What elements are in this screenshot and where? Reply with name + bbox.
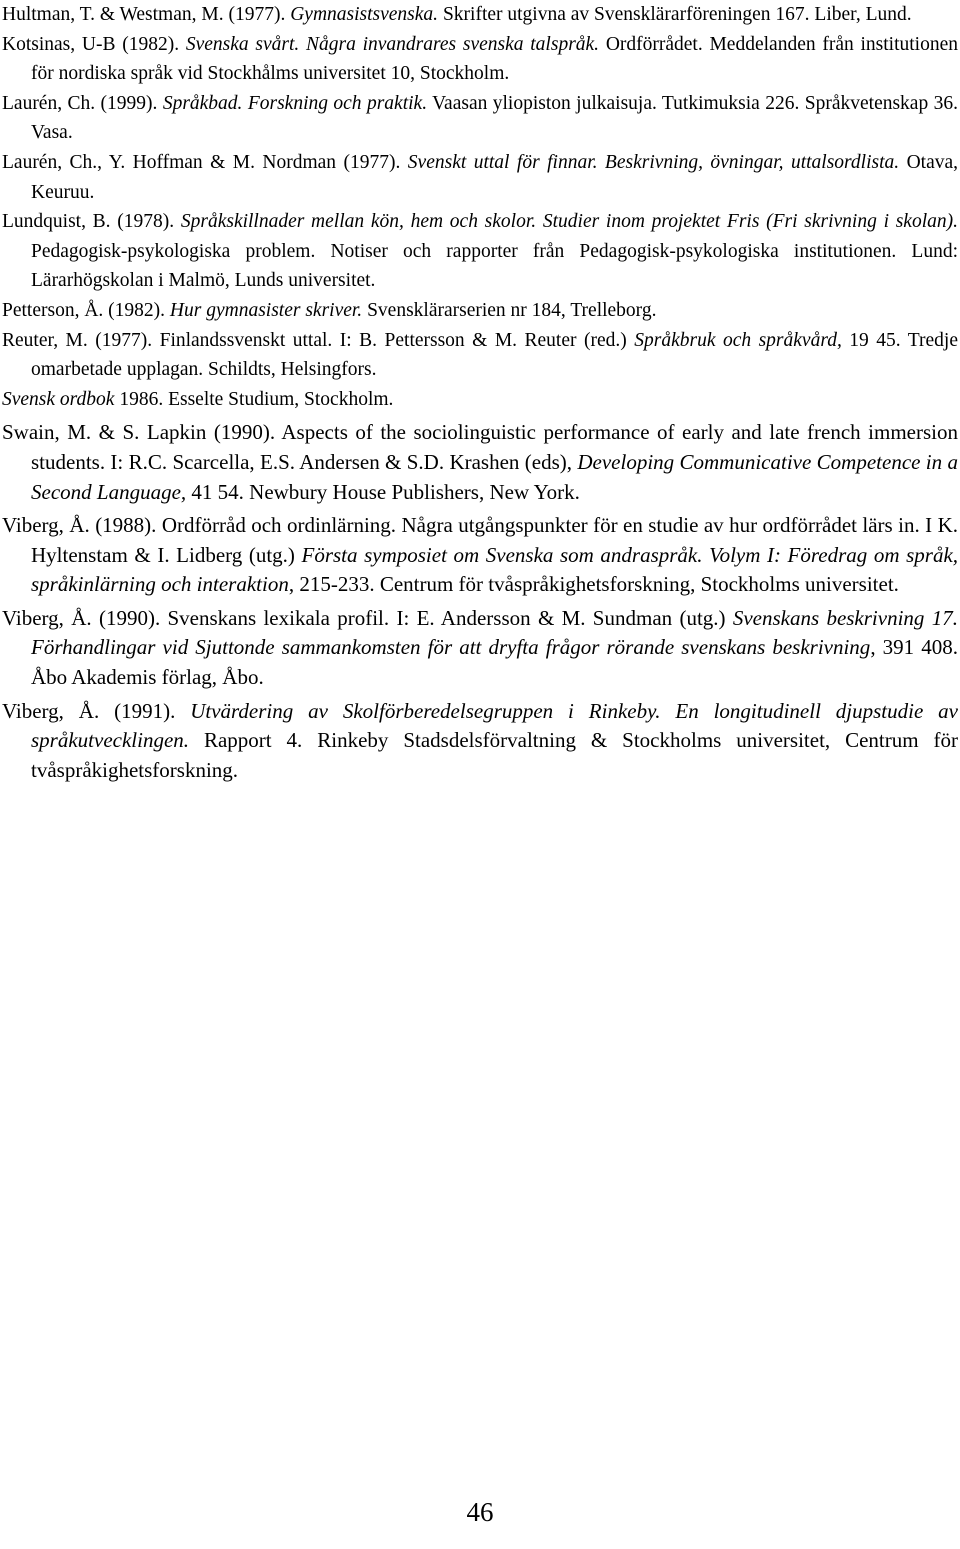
reference-entry bbox=[2, 148, 958, 207]
reference-text: Rapport 4. Rinkeby Stadsdelsförvaltning & Stockholms universitet, Centrum för tvåspråkighetsforskning. bbox=[31, 728, 958, 782]
reference-entry bbox=[2, 604, 958, 693]
reference-entry bbox=[2, 418, 958, 507]
reference-text: Petterson, Å. (1982). bbox=[2, 299, 170, 321]
reference-title: Språkbad. Forskning och praktik. bbox=[162, 92, 428, 114]
reference-text: Otava, Keuruu. bbox=[31, 151, 959, 203]
reference-title: Svensk ordbok bbox=[2, 388, 115, 410]
reference-entry bbox=[2, 30, 958, 89]
reference-title: Första symposiet om Svenska som andraspråk. Volym I: Föredrag om språk, språkinlärning och interaktion bbox=[31, 542, 959, 597]
reference-text: , 391 408. Åbo Akademis förlag, Åbo. bbox=[31, 635, 958, 690]
reference-text: 41 54. Newbury House Publishers, New York. bbox=[186, 479, 580, 504]
reference-title: Språkbruk och språkvård, bbox=[634, 329, 842, 351]
reference-title: Gymnasistsvenska. bbox=[290, 4, 439, 25]
reference-text: Lundquist, B. (1978). bbox=[2, 211, 181, 233]
reference-entry bbox=[2, 697, 958, 786]
reference-title: Hur gymnasister skriver. bbox=[169, 299, 363, 321]
reference-entry bbox=[2, 89, 958, 148]
reference-entry bbox=[2, 511, 958, 600]
reference-text: Hultman, T. & Westman, M. (1977). bbox=[2, 4, 291, 25]
reference-title: Developing Communicative Competence in a Second Language, bbox=[31, 449, 958, 504]
page-number: 46 bbox=[466, 1497, 494, 1527]
reference-text: Swain, M. & S. Lapkin (1990). Aspects of the sociolinguistic performance of early and late french immersion students. I: R.C. Scarcella, E.S. Andersen & S.D. Krashen (eds), bbox=[2, 420, 958, 474]
reference-text: Kotsinas, U-B (1982). bbox=[2, 33, 186, 55]
reference-list bbox=[2, 0, 958, 785]
reference-text: Svensklärarserien nr 184, Trelleborg. bbox=[362, 299, 657, 321]
reference-title: Svenska svårt. Några invandrares svenska talspråk. bbox=[185, 33, 600, 55]
reference-text: 19 45. Tredje omarbetade upplagan. Schildts, Helsingfors. bbox=[31, 329, 958, 381]
reference-text: Skrifter utgivna av Svensklärarföreningen 167. Liber, Lund. bbox=[438, 4, 912, 25]
reference-text: , 215-233. Centrum för tvåspråkighetsforskning, Stockholms universitet. bbox=[288, 572, 899, 597]
reference-text: Viberg, Å. (1990). Svenskans lexikala profil. I: E. Andersson & M. Sundman (utg.) bbox=[2, 605, 733, 630]
reference-text: Pedagogisk-psykologiska problem. Notiser och rapporter från Pedagogisk-psykologiska institutionen. Lund: Lärarhögskolan i Malmö, Lunds universitet. bbox=[31, 240, 958, 292]
reference-title: Svenskt uttal för finnar. Beskrivning, övningar, uttalsordlista. bbox=[407, 151, 900, 173]
reference-entry bbox=[2, 296, 958, 326]
reference-entry bbox=[2, 326, 958, 385]
reference-entry bbox=[2, 207, 958, 296]
reference-text: Reuter, M. (1977). Finlandssvenskt uttal. I: B. Pettersson & M. Reuter (red.) bbox=[2, 329, 635, 351]
reference-title: Svenskans beskrivning 17. Förhandlingar vid Sjuttonde sammankomsten för att dryfta frågor rörande svenskans beskrivning bbox=[31, 605, 958, 660]
reference-text: Ordförrådet. Meddelanden från institutionen för nordiska språk vid Stockhålms universitet 10, Stockholm. bbox=[31, 33, 958, 85]
reference-text: 1986. Esselte Studium, Stockholm. bbox=[114, 388, 394, 410]
reference-text: Viberg, Å. (1991). bbox=[2, 698, 191, 723]
reference-text: Vaasan yliopiston julkaisuja. Tutkimuksia 226. Språkvetenskap 36. Vasa. bbox=[31, 92, 958, 144]
reference-text: Laurén, Ch. (1999). bbox=[2, 92, 163, 114]
reference-title: Språkskillnader mellan kön, hem och skolor. Studier inom projektet Fris (Fri skrivning i skolan). bbox=[180, 211, 958, 233]
reference-entry bbox=[2, 385, 958, 415]
reference-entry bbox=[2, 0, 958, 30]
reference-text: Viberg, Å. (1988). Ordförråd och ordinlärning. Några utgångspunkter för en studie av hur ordförrådet lärs in. I K. Hyltenstam & I. Lidberg (utg.) bbox=[2, 513, 958, 567]
reference-text: Laurén, Ch., Y. Hoffman & M. Nordman (1977). bbox=[2, 151, 408, 173]
reference-title: Utvärdering av Skolförberedelsegruppen i Rinkeby. En longitudinell djupstudie av språkutvecklingen. bbox=[31, 698, 958, 753]
